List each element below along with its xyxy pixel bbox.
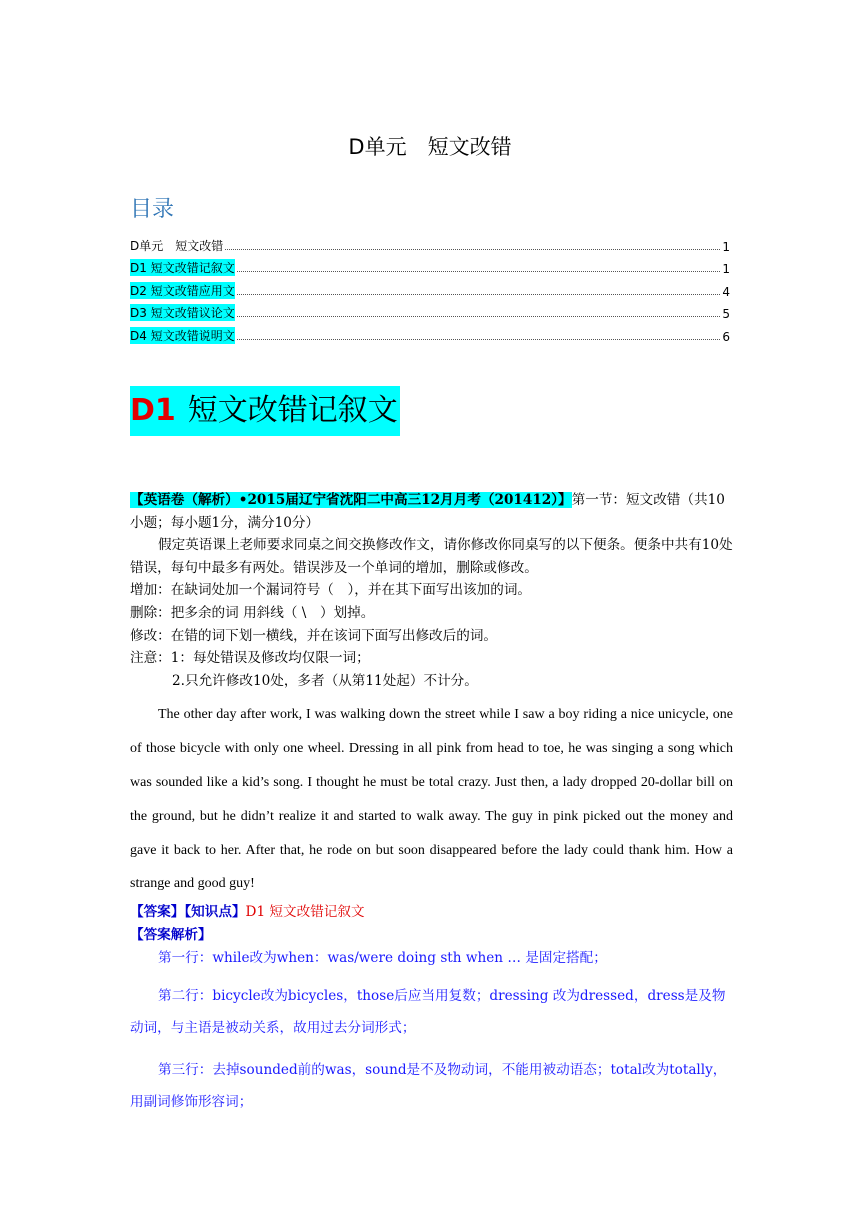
toc-entry-page: 1 <box>722 239 730 254</box>
rule-add: 增加：在缺词处加一个漏词符号（ ），并在其下面写出该加的词。 <box>130 582 532 599</box>
question-source <box>130 489 733 534</box>
rule-modify: 修改：在错的词下划一横线，并在该词下面写出修改后的词。 <box>130 627 498 644</box>
toc-entry[interactable] <box>130 276 730 299</box>
page-title: D单元 短文改错 <box>348 135 512 159</box>
toc-entry[interactable] <box>130 299 730 322</box>
source-citation: 【英语卷（解析）•2015届辽宁省沈阳二中高三12月月考（201412）】 <box>130 492 572 508</box>
note-2: 2.只允许修改10处，多者（从第11处起）不计分。 <box>172 672 478 689</box>
source-section-note: 第一节：短文改错（共10小题；每小题1分，满分10分） <box>130 492 725 531</box>
toc-entry-page: 6 <box>722 329 730 344</box>
answer-line: 第一行：while改为when：was/were doing sth when … 是固定搭配； <box>158 950 607 967</box>
answer-line: 第二行：bicycle改为bicycles，those后应当用复数；dressing 改为dressed，dress是及物动词，与主语是被动关系，故用过去分词形式； <box>130 988 726 1037</box>
toc-entry-page: 4 <box>722 284 730 299</box>
passage-text: The other day after work, I was walking down the street while I saw a boy riding a nice unicycle, one of those bicycle with only one wheel. Dressing in all pink from head to toe, he was singing a song which was sounded like a kid’s song. I thought he must be total crazy. Just then, a lady dropped 20-dollar bill on the ground, but he didn’t realize it and started to walk away. The guy in pink picked out the money and gave it back to her. After that, he rode on but soon disappeared before the lady could thank him. How a strange and good guy! <box>130 707 733 892</box>
toc-entry-label: D1 短文改错记叙文 <box>130 261 235 275</box>
answer-header <box>130 901 733 924</box>
toc-entry[interactable] <box>130 321 730 344</box>
toc-entry-label: D2 短文改错应用文 <box>130 283 235 298</box>
toc-dot-leader <box>237 339 721 340</box>
toc-entry-page: 1 <box>722 262 730 276</box>
toc-dot-leader <box>237 316 721 317</box>
answer-line: 第三行：去掉sounded前的was，sound是不及物动词，不能用被动语态；total改为totally，用副词修饰形容词； <box>130 1062 727 1111</box>
rule-delete: 删除：把多余的词 用斜线（ \ ）划掉。 <box>130 604 375 621</box>
answer-analysis-label: 【答案解析】 <box>130 926 212 943</box>
table-of-contents <box>130 231 730 344</box>
toc-entry[interactable] <box>130 254 730 277</box>
instruction-text: 假定英语课上老师要求同桌之间交换修改作文，请你修改你同桌写的以下便条。便条中共有10处错误，每句中最多有两处。错误涉及一个单词的增加，删除或修改。 <box>130 537 733 576</box>
toc-entry-label: D4 短文改错说明文 <box>130 328 235 343</box>
toc-entry[interactable] <box>130 231 730 254</box>
toc-entry-page: 5 <box>722 307 730 321</box>
knowledge-point-text: D1 短文改错记叙文 <box>245 904 365 921</box>
section-code: D1 <box>130 393 176 428</box>
toc-dot-leader <box>225 249 720 250</box>
toc-entry-label: D3 短文改错议论文 <box>130 306 235 320</box>
section-heading <box>130 386 400 436</box>
toc-dot-leader <box>237 294 721 295</box>
note-1: 注意：1：每处错误及修改均仅限一词； <box>130 650 370 667</box>
section-title: 短文改错记叙文 <box>187 393 398 428</box>
question-body <box>130 489 733 1118</box>
toc-heading: 目录 <box>130 197 175 222</box>
knowledge-point-label: 【知识点】 <box>184 904 246 921</box>
toc-entry-label: D单元 短文改错 <box>130 238 224 253</box>
answer-label: 【答案】 <box>130 904 185 921</box>
toc-dot-leader <box>237 271 721 272</box>
